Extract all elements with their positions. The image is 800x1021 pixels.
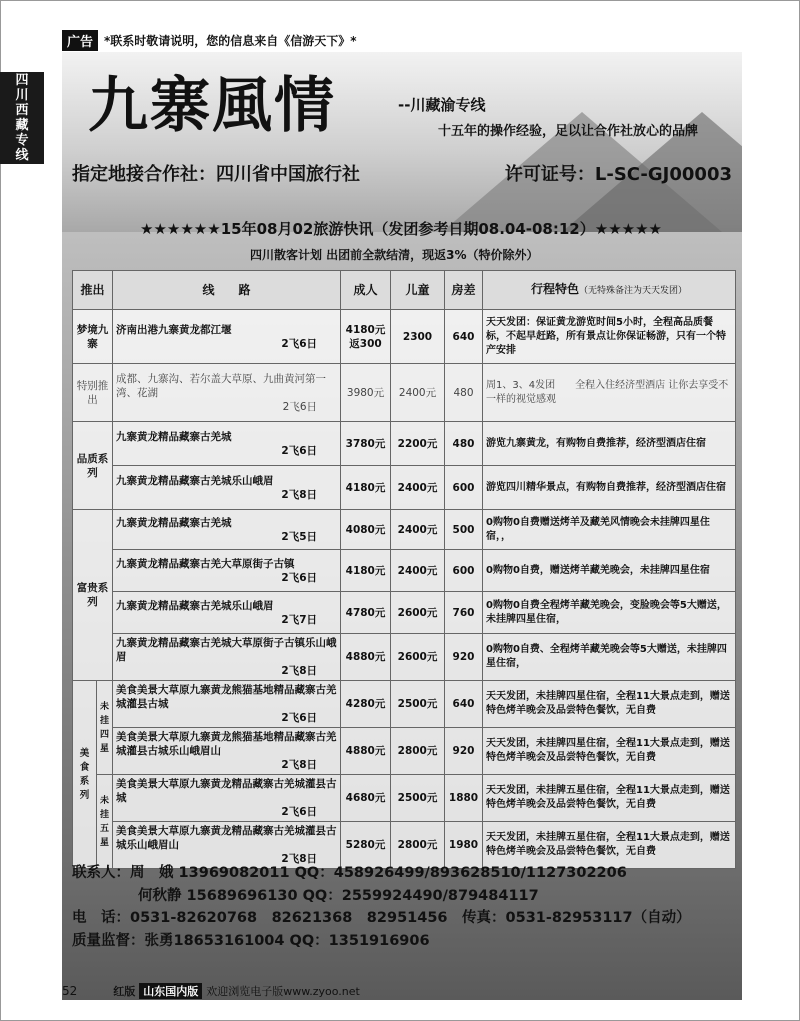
side-tab-char: 川 (15, 88, 29, 103)
table-row (73, 466, 736, 510)
edition-label: 红版 (113, 985, 136, 998)
route-days: 2飞8日 (281, 488, 318, 501)
row-room: 920 (445, 634, 483, 681)
contact-line-3: 电 话：0531-82620768 82621368 82951456 传真：0531-82953117（自动） (72, 910, 691, 926)
row-category: 品质系列 (73, 422, 113, 510)
route-days: 2飞6日 (281, 712, 318, 724)
header-adult: 成人 (341, 271, 391, 310)
side-tab-char: 西 (15, 103, 29, 118)
route-name: 九寨黄龙精品藏寨古羌城 (116, 430, 232, 443)
route-name: 九寨黄龙精品藏寨古羌城大草原街子古镇乐山峨眉 (116, 637, 337, 663)
row-feature: 天天发团，未挂牌四星住宿，全程11大景点走到，赠送特色烤羊晚会及品尝特色餐饮，无自费 (483, 681, 736, 728)
row-route (113, 728, 341, 775)
row-room: 600 (445, 466, 483, 510)
row-adult: 4180元 (341, 550, 391, 592)
row-adult: 4880元 (341, 728, 391, 775)
row-feature: 天天发团，未挂牌五星住宿，全程11大景点走到，赠送特色烤羊晚会及品尝特色餐饮，无自费 (483, 822, 736, 869)
table-row (73, 634, 736, 681)
side-tab (0, 72, 44, 164)
table-row (73, 310, 736, 364)
route-name: 九寨黄龙精品藏寨古羌城乐山峨眉 (116, 474, 274, 487)
row-room: 500 (445, 510, 483, 550)
row-adult: 4180元 (341, 466, 391, 510)
row-route (113, 422, 341, 466)
route-days: 2飞6日 (281, 806, 318, 818)
footer (62, 983, 360, 999)
row-route (113, 466, 341, 510)
row-room: 760 (445, 592, 483, 634)
routes-table (72, 270, 736, 869)
route-days: 2飞8日 (281, 759, 318, 771)
contact-line-2: 何秋静 15689696130 QQ：2559924490/879484117 (138, 887, 539, 904)
row-child: 2600元 (391, 592, 445, 634)
row-child: 2800元 (391, 728, 445, 775)
row-feature: 0购物0自费赠送烤羊及藏羌风情晚会未挂牌四星住宿，， (483, 510, 736, 550)
row-room: 1980 (445, 822, 483, 869)
row-route (113, 550, 341, 592)
contact-line-4: 质量监督：张勇18653161004 QQ：1351916906 (72, 932, 430, 949)
row-adult: 3980元 (341, 364, 391, 422)
row-category: 富贵系列 (73, 510, 113, 681)
row-child: 2200元 (391, 422, 445, 466)
route-days: 2飞8日 (281, 853, 318, 865)
row-child: 2800元 (391, 822, 445, 869)
header-route: 线 路 (113, 271, 341, 310)
route-days: 2飞7日 (281, 613, 318, 626)
page-number: 52 (62, 984, 78, 998)
table-row (73, 510, 736, 550)
title-logo: 九寨風情 (88, 71, 336, 141)
ad-tag: 广告 (62, 30, 98, 51)
row-feature: 天天发团，未挂牌四星住宿，全程11大景点走到，赠送特色烤羊晚会及品尝特色餐饮，无自费 (483, 728, 736, 775)
header-cat: 推出 (73, 271, 113, 310)
row-category: 梦境九寨 (73, 310, 113, 364)
row-child: 2600元 (391, 634, 445, 681)
header-room: 房差 (445, 271, 483, 310)
route-name: 九寨黄龙精品藏寨古羌城 (116, 516, 232, 529)
row-feature: 天天发团，未挂牌五星住宿，全程11大景点走到，赠送特色烤羊晚会及品尝特色餐饮，无自费 (483, 775, 736, 822)
header-feature-note: （无特殊备注为天天发团） (579, 286, 688, 296)
row-feature: 游览四川精华景点，有购物自费推荐，经济型酒店住宿 (483, 466, 736, 510)
table-row (73, 550, 736, 592)
license-number: 许可证号：L-SC-GJ00003 (504, 164, 732, 185)
table-row (73, 681, 736, 728)
row-route (113, 364, 341, 422)
row-child: 2400元 (391, 466, 445, 510)
route-name: 美食美景大草原九寨黄龙熊猫基地精品藏寨古羌城灌县古城乐山峨眉山 (116, 731, 337, 757)
row-category: 美食系列 (73, 681, 97, 869)
route-name: 成都、九寨沟、若尔盖大草原、九曲黄河第一湾、花湖 (116, 372, 327, 399)
footer-url-text[interactable]: 欢迎浏览电子版www.zyoo.net (206, 985, 360, 998)
row-feature: 周1、3、4发团 全程入住经济型酒店 让你去享受不一样的视觉感观 (483, 364, 736, 422)
row-route (113, 681, 341, 728)
header-feature-label: 行程特色 (530, 282, 579, 296)
row-room: 640 (445, 310, 483, 364)
route-name: 美食美景大草原九寨黄龙精品藏寨古羌城灌县古城 (116, 778, 337, 804)
route-days: 2飞6日 (281, 337, 318, 350)
row-adult: 4080元 (341, 510, 391, 550)
row-child: 2400元 (391, 364, 445, 422)
row-room: 1880 (445, 775, 483, 822)
row-adult: 3780元 (341, 422, 391, 466)
row-child: 2500元 (391, 775, 445, 822)
partner-agency: 指定地接合作社：四川省中国旅行社 (72, 164, 360, 185)
ad-text: *联系时敬请说明，您的信息来自《信游天下》* (104, 33, 357, 48)
route-days: 2飞5日 (281, 530, 318, 543)
route-name: 九寨黄龙精品藏寨古羌城乐山峨眉 (116, 599, 274, 612)
side-tab-char: 线 (15, 148, 29, 163)
row-child: 2300 (391, 310, 445, 364)
row-child: 2400元 (391, 510, 445, 550)
contacts-block (72, 862, 742, 952)
row-subcategory: 未挂五星 (97, 775, 113, 869)
row-route (113, 310, 341, 364)
table-row (73, 775, 736, 822)
plan-note: 四川散客计划 出团前全款结清，现返3%（特价除外） (250, 248, 539, 262)
table-row (73, 592, 736, 634)
side-tab-char: 四 (15, 73, 29, 88)
row-route (113, 775, 341, 822)
route-days: 2飞6日 (281, 444, 318, 457)
row-child: 2400元 (391, 550, 445, 592)
header-feature (483, 271, 736, 310)
row-room: 480 (445, 364, 483, 422)
license-row (72, 160, 732, 186)
row-route (113, 510, 341, 550)
ad-bar (62, 30, 357, 50)
route-name: 九寨黄龙精品藏寨古羌大草原街子古镇 (116, 557, 295, 570)
row-feature: 天天发团：保证黄龙游览时间5小时，全程高品质餐标，不起早赶路，所有景点让你保证畅游，只有一个特产安排 (483, 310, 736, 364)
row-feature: 0购物0自费全程烤羊藏羌晚会，变脸晚会等5大赠送，未挂牌四星住宿， (483, 592, 736, 634)
flash-banner: ★★★★★★15年08月02旅游快讯（发团参考日期08.04-08:12）★★★★★ (140, 220, 662, 238)
route-days: 2飞6日 (281, 571, 318, 584)
row-adult: 4680元 (341, 775, 391, 822)
row-route (113, 634, 341, 681)
row-subcategory: 未挂四星 (97, 681, 113, 775)
row-feature: 0购物0自费，赠送烤羊藏羌晚会，未挂牌四星住宿 (483, 550, 736, 592)
row-room: 600 (445, 550, 483, 592)
row-room: 920 (445, 728, 483, 775)
row-adult: 4180元 返300 (341, 310, 391, 364)
table-row (73, 728, 736, 775)
edition-badge: 山东国内版 (139, 983, 202, 999)
route-name: 美食美景大草原九寨黄龙精品藏寨古羌城灌县古城乐山峨眉山 (116, 825, 337, 851)
row-adult: 4280元 (341, 681, 391, 728)
contact-line-1: 联系人：周 娥 13969082011 QQ：458926499/893628510/1127302206 (72, 865, 627, 881)
route-days: 2飞8日 (281, 665, 318, 677)
side-tab-char: 藏 (15, 118, 29, 133)
row-room: 480 (445, 422, 483, 466)
table-header-row (73, 271, 736, 310)
table-row (73, 422, 736, 466)
row-feature: 0购物0自费、全程烤羊藏羌晚会等5大赠送，未挂牌四星住宿， (483, 634, 736, 681)
subtitle: --川藏渝专线 (398, 96, 486, 114)
table-row (73, 364, 736, 422)
route-name: 济南出港九寨黄龙都江堰 (116, 323, 232, 336)
side-tab-char: 专 (15, 133, 29, 148)
row-adult: 4880元 (341, 634, 391, 681)
route-days: 2飞6日 (282, 400, 318, 413)
route-name: 美食美景大草原九寨黄龙熊猫基地精品藏寨古羌城灌县古城 (116, 684, 337, 710)
row-child: 2500元 (391, 681, 445, 728)
row-feature: 游览九寨黄龙，有购物自费推荐，经济型酒店住宿 (483, 422, 736, 466)
row-adult: 5280元 (341, 822, 391, 869)
row-adult: 4780元 (341, 592, 391, 634)
slogan: 十五年的操作经验，足以让合作社放心的品牌 (438, 124, 699, 139)
row-route (113, 592, 341, 634)
row-room: 640 (445, 681, 483, 728)
row-category: 特别推出 (73, 364, 113, 422)
header-child: 儿童 (391, 271, 445, 310)
